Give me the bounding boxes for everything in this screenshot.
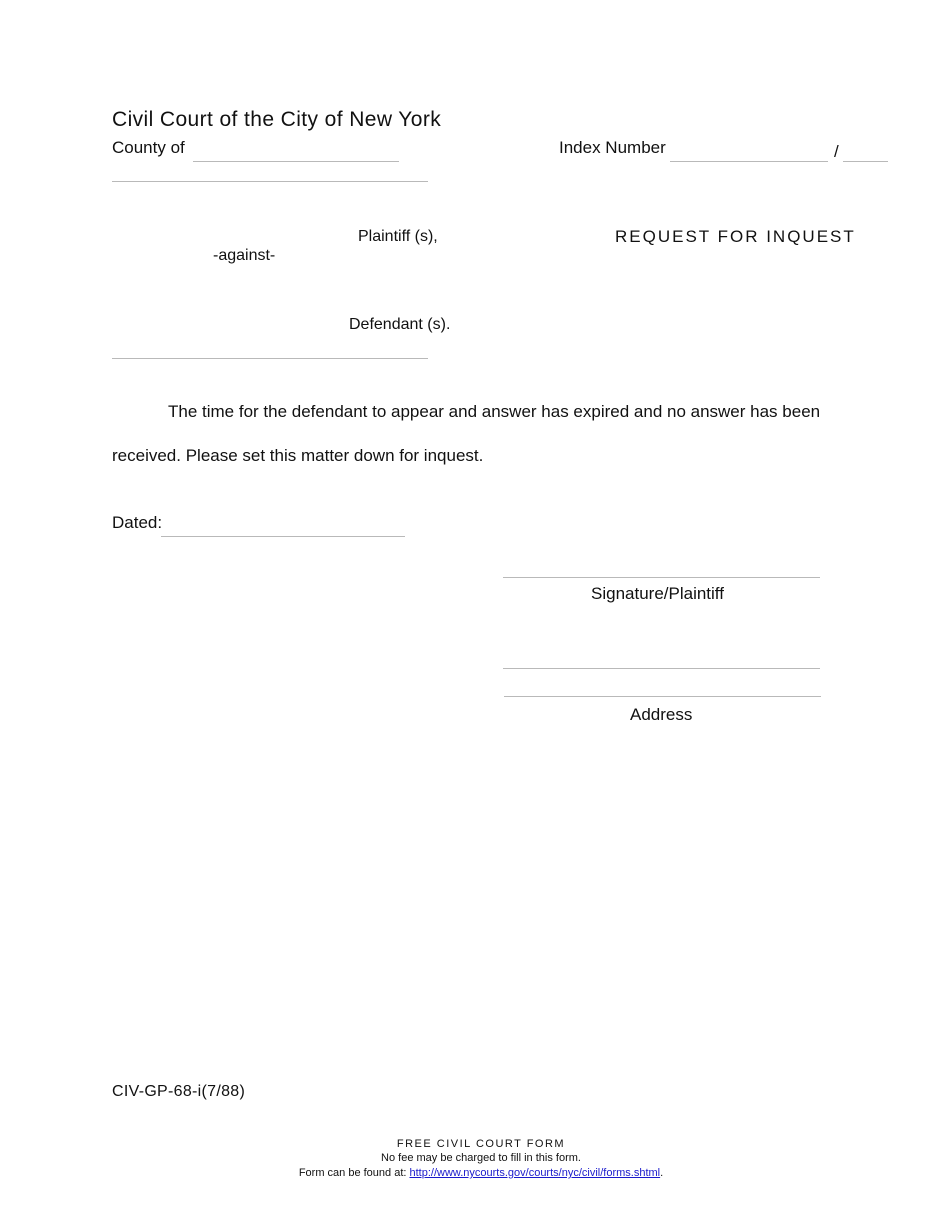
index-year-input[interactable] xyxy=(843,139,888,162)
county-input[interactable] xyxy=(193,139,399,162)
caption-top-rule xyxy=(112,181,428,182)
dated-input[interactable] xyxy=(161,514,405,537)
against-text: -against- xyxy=(213,247,276,264)
form-code: CIV-GP-68-i(7/88) xyxy=(112,1083,246,1100)
defendant-label: Defendant (s). xyxy=(349,316,451,333)
body-paragraph-line-2: received. Please set this matter down for inquest. xyxy=(112,446,484,465)
plaintiff-label: Plaintiff (s), xyxy=(358,228,438,245)
signature-label: Signature/Plaintiff xyxy=(591,584,724,603)
county-label: County of xyxy=(112,138,185,157)
footer-period: . xyxy=(660,1167,664,1179)
address-label: Address xyxy=(630,705,693,724)
address-line-1[interactable] xyxy=(503,668,820,669)
footer-found-at-prefix: Form can be found at: xyxy=(298,1167,410,1179)
footer-no-fee: No fee may be charged to fill in this form. xyxy=(381,1152,581,1164)
address-line-2[interactable] xyxy=(504,696,821,697)
footer-found-at xyxy=(0,1167,950,1179)
body-paragraph-line-1: The time for the defendant to appear and answer has expired and no answer has been xyxy=(168,402,821,421)
dated-label: Dated: xyxy=(112,513,163,532)
index-number-input[interactable] xyxy=(670,139,828,162)
court-title: Civil Court of the City of New York xyxy=(112,108,442,131)
index-number-label: Index Number xyxy=(559,138,666,157)
signature-line[interactable] xyxy=(503,577,820,578)
form-title: REQUEST FOR INQUEST xyxy=(615,227,856,246)
forms-url-link[interactable]: http://www.nycourts.gov/courts/nyc/civil/forms.shtml xyxy=(409,1167,661,1179)
footer-free-form: FREE CIVIL COURT FORM xyxy=(396,1138,566,1150)
caption-bottom-rule xyxy=(112,358,428,359)
index-separator: / xyxy=(834,142,839,161)
